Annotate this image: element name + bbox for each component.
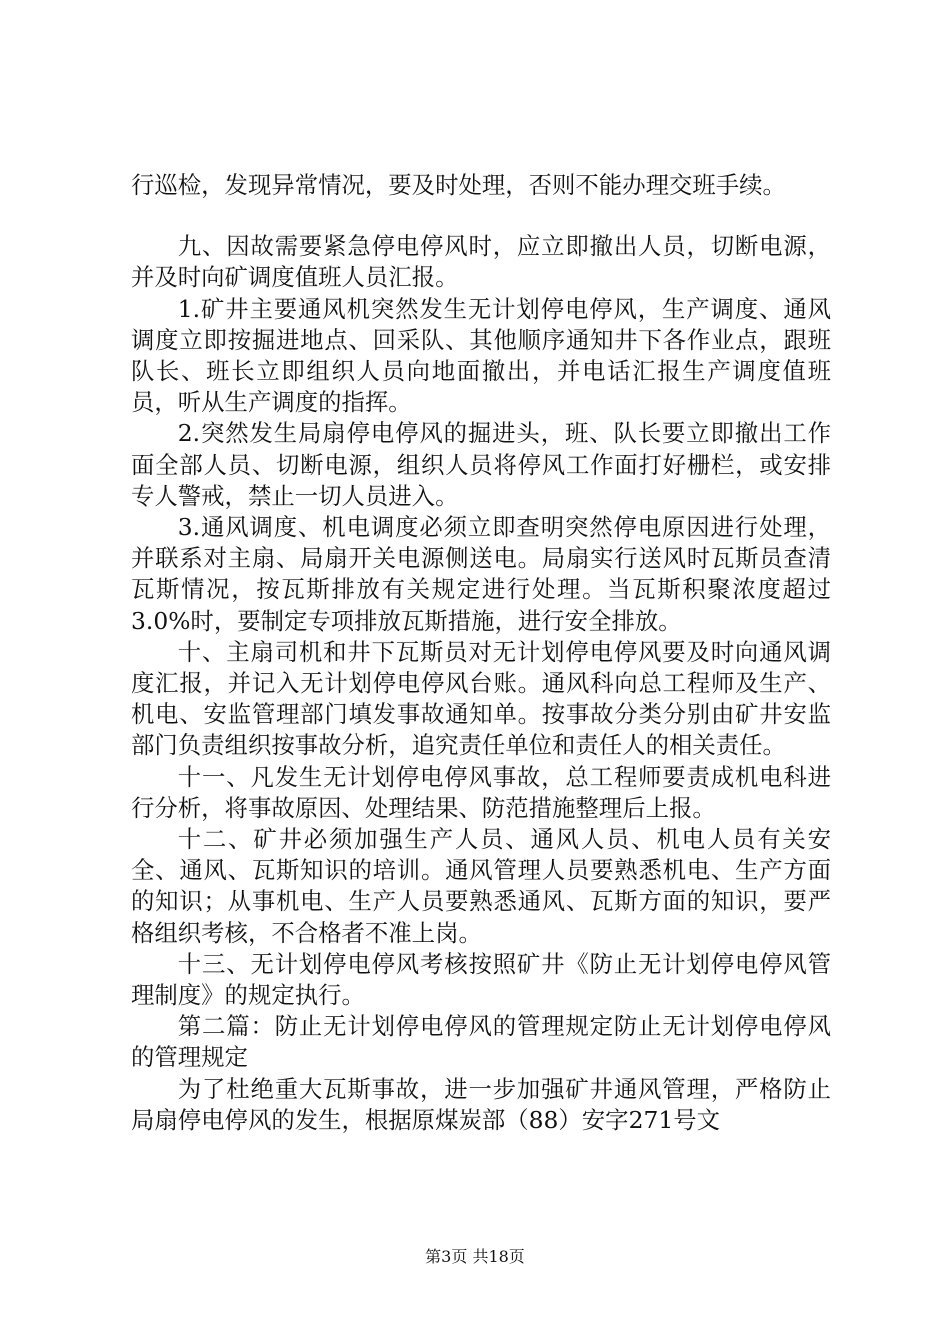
- paragraph-item-10: 十、主扇司机和井下瓦斯员对无计划停电停风要及时向通风调度汇报，并记入无计划停电停风台账。通风科向总工程师及生产、机电、安监管理部门填发事故通知单。按事故分类分别由矿井安监部门负责组织按事故分析，追究责任单位和责任人的相关责任。: [131, 637, 831, 760]
- paragraph-item-9-3: 3.通风调度、机电调度必须立即查明突然停电原因进行处理，并联系对主扇、局扇开关电源侧送电。局扇实行送风时瓦斯员查清瓦斯情况，按瓦斯排放有关规定进行处理。当瓦斯积聚浓度超过3.0%时，要制定专项排放瓦斯措施，进行安全排放。: [131, 513, 831, 635]
- page-footer: 第3页 共18页: [425, 1247, 525, 1266]
- paragraph-item-9: 九、因故需要紧急停电停风时，应立即撤出人员，切断电源，并及时向矿调度值班人员汇报。: [131, 232, 831, 292]
- paragraph-item-12: 十二、矿井必须加强生产人员、通风人员、机电人员有关安全、通风、瓦斯知识的培训。通风管理人员要熟悉机电、生产方面的知识；从事机电、生产人员要熟悉通风、瓦斯方面的知识，要严格组织考核，不合格者不准上岗。: [131, 825, 831, 947]
- paragraph-part-2-intro: 为了杜绝重大瓦斯事故，进一步加强矿井通风管理，严格防止局扇停电停风的发生，根据原煤炭部（88）安字271号文: [131, 1074, 831, 1134]
- paragraph-item-11: 十一、凡发生无计划停电停风事故，总工程师要责成机电科进行分析，将事故原因、处理结果、防范措施整理后上报。: [131, 762, 831, 822]
- paragraph-item-9-1: 1.矿井主要通风机突然发生无计划停电停风，生产调度、通风调度立即按掘进地点、回采队、其他顺序通知井下各作业点，跟班队长、班长立即组织人员向地面撤出，并电话汇报生产调度值班员，听从生产调度的指挥。: [131, 294, 831, 417]
- paragraph-continuation: 行巡检，发现异常情况，要及时处理，否则不能办理交班手续。: [131, 171, 786, 199]
- paragraph-item-13: 十三、无计划停电停风考核按照矿井《防止无计划停电停风管理制度》的规定执行。: [131, 949, 831, 1010]
- paragraph-item-9-2: 2.突然发生局扇停电停风的掘进头，班、队长要立即撤出工作面全部人员、切断电源，组织人员将停风工作面打好栅栏，或安排专人警戒，禁止一切人员进入。: [131, 419, 831, 510]
- section-heading-part-2: 第二篇：防止无计划停电停风的管理规定防止无计划停电停风的管理规定: [131, 1012, 831, 1072]
- document-body: [131, 170, 831, 1136]
